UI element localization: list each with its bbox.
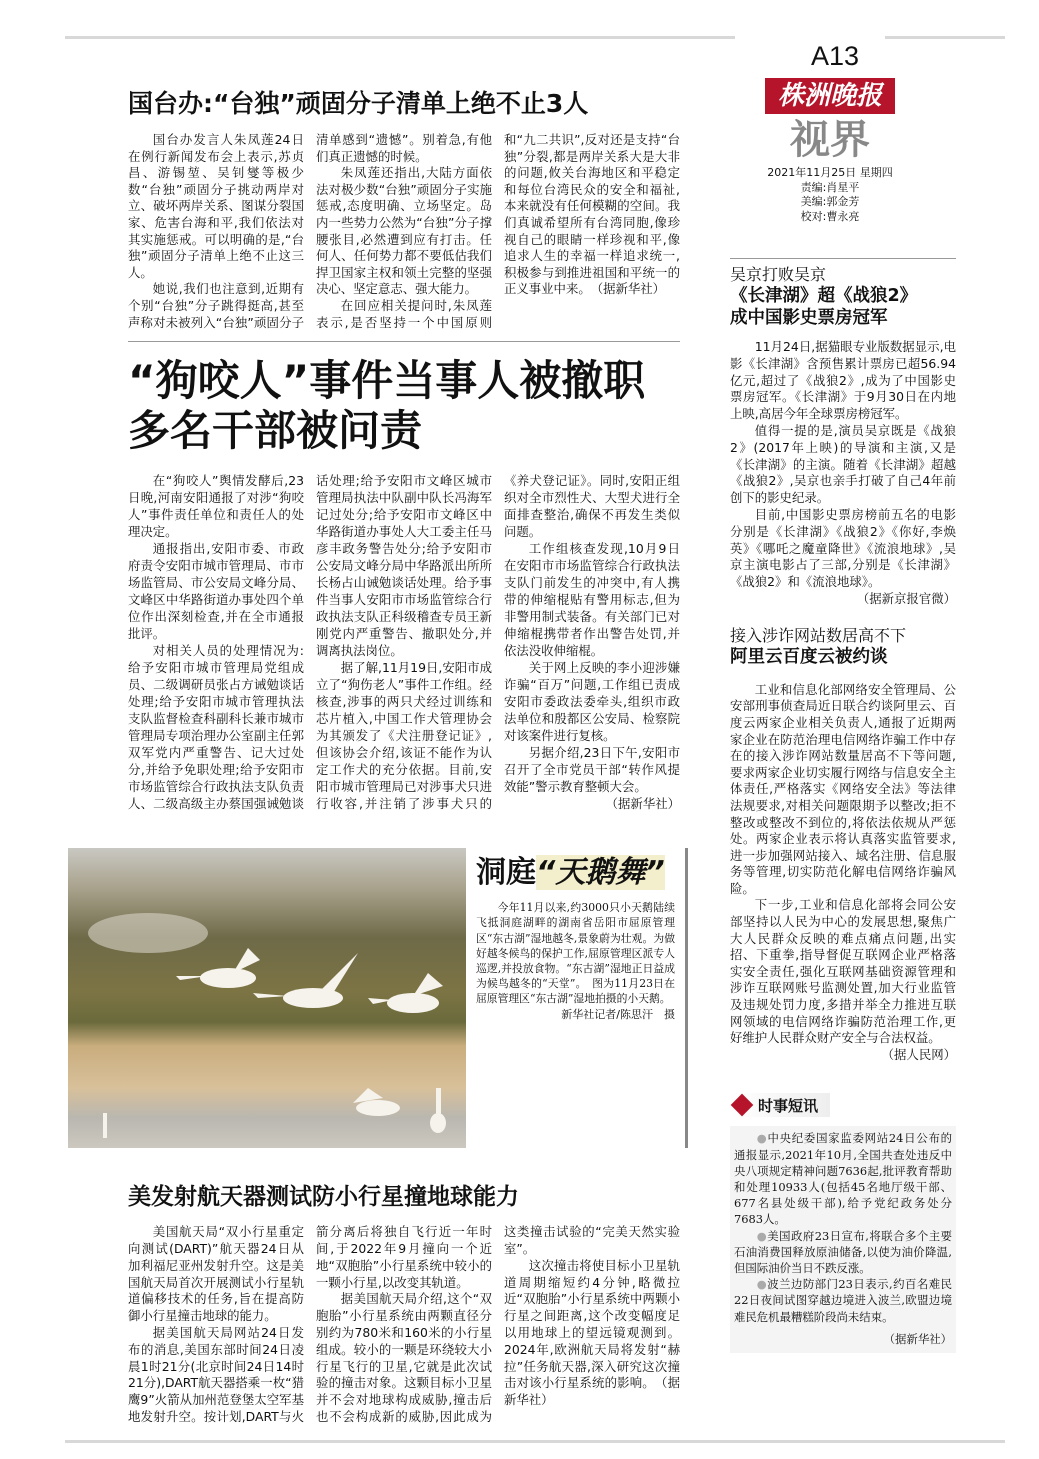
photo-title-a: 洞庭 <box>476 855 536 891</box>
side-divider <box>730 258 956 259</box>
brief-item-text: 美国政府23日宣布,将联合多个主要石油消费国释放原油储备,以使为油价降温,但国际油价当日不跌反涨。 <box>734 1228 952 1276</box>
article2-paragraph: 对相关人员的处理情况为:给予安阳市城市管理局党组成员、二级调研员张占方诫勉谈话处理;给予安阳市城市管理执法支队监督检查科副科长兼市城市管理局专项治理办公室副主任郭双军党内严重警告、记大过处分,并给予免职处理;给予安阳市市场监管综合行政执法支队负责人、二级高级主办蔡国强诫勉谈话处理;给予安阳市文峰区城市管理局执法中队副中队长冯海军记过处分;给予安阳市文峰区中华路街道办事处人大工委主任马彦丰政务警告处分;给予安阳市公安局文峰分局中华路派出所所长杨占山诫勉谈话处理。给予事件当事人安阳市市场监管综合行政执法支队正科级稽查专员王新刚党内严重警告、撤职处分,并调离执法岗位。 <box>128 473 492 812</box>
side1-paragraph: 目前,中国影史票房榜前五名的电影分别是《长津湖》《战狼2》《你好,李焕英》《哪吒之魔童降世》《流浪地球》,吴京主演电影占了三部,分别是《长津湖》《战狼2》和《流浪地球》。 <box>730 506 956 590</box>
article1-paragraph: 国台办发言人朱凤莲24日在例行新闻发布会上表示,苏贞昌、游锡堃、吴钊燮等极少数“台独”顽固分子挑动两岸对立、破坏两岸关系、图谋分裂国家、危害台海和平,我们依法对其实施惩戒。可以明确的是,“台独”顽固分子清单上绝不止这三人。 <box>128 132 304 280</box>
top-rule-left <box>65 36 735 39</box>
side1-source: （据新京报官微） <box>856 590 956 606</box>
photo-block <box>68 848 688 1148</box>
article2-body <box>128 472 680 812</box>
masthead-info <box>767 166 893 224</box>
side2-kicker: 接入涉诈网站数居高不下 <box>730 625 907 645</box>
side2-paragraph: 下一步,工业和信息化部将会同公安部坚持以人民为中心的发展思想,聚焦广大人民群众反映的难点痛点问题,出实招、下重拳,指导督促互联网企业严格落实安全责任,强化互联网基础资源管理和涉诈互联网账号监测处置,加大行业监管及违规处罚力度,多措并举全力推进互联网领域的电信网络诈骗防范治理工作,更好维护人民群众财产安全与合法权益。 <box>730 897 956 1046</box>
article2-paragraph: 另据介绍,23日下午,安阳市召开了全市党员干部“转作风提效能”警示教育整顿大会。 <box>504 745 680 795</box>
article1-body <box>128 132 680 331</box>
brief-marker-icon <box>731 1094 754 1117</box>
proof-credit: 校对:曹永亮 <box>800 209 860 223</box>
photo-title <box>476 854 675 892</box>
side1-kicker: 吴京打败吴京 <box>730 265 827 284</box>
article1-paragraph: 朱凤莲还指出,大陆方面依法对极少数“台独”顽固分子实施惩戒,态度明确、立场坚定。岛内一些势力公然为“台独”分子撑腰张目,必然遭到应有打击。任何人、任何势力都不要低估我们捍卫国家主权和领土完整的坚强决心、坚定意志、强大能力。 <box>316 165 492 297</box>
article2-headline-line2: 多名干部被问责 <box>128 406 423 456</box>
article2-paragraph: 工作组核查发现,10月9日在安阳市市场监管综合行政执法支队门前发生的冲突中,有人携带的伸缩棍贴有警用标志,但为非警用制式装备。有关部门已对伸缩棍携带者作出警告处罚,并依法没收伸缩棍。 <box>504 541 680 659</box>
side1-headline-line2: 成中国影史票房冠军 <box>730 308 888 328</box>
article3-headline: 美发射航天器测试防小行星撞地球能力 <box>128 1184 519 1211</box>
newspaper-logo: 株洲晚报 <box>765 78 895 114</box>
article2-paragraph: 通报指出,安阳市委、市政府责令安阳市城市管理局、市市场监管局、市公安局文峰分局、文峰区中华路街道办事处四个单位作出深刻检查,并在全市通报批评。 <box>128 541 304 642</box>
side2-paragraph: 工业和信息化部网络安全管理局、公安部刑事侦查局近日联合约谈阿里云、百度云两家企业相关负责人,通报了近期两家企业在防范治理电信网络诈骗工作中存在的接入涉诈网站数量居高不下等问题,要求两家企业切实履行网络与信息安全主体责任,严格落实《网络安全法》等法律法规要求,对相关问题限期予以整改;拒不整改或整改不到位的,将依法依规从严惩处。两家企业表示将认真落实监管要求,进一步加强网站接入、域名注册、信息服务等管理,切实防范化解电信网络诈骗风险。 <box>730 681 956 896</box>
top-rules <box>0 0 1039 40</box>
brief-header <box>730 1093 830 1117</box>
photo-credit: 新华社记者/陈思汗 摄 <box>561 1007 675 1021</box>
designer-credit: 美编:郭金芳 <box>800 195 860 208</box>
brief-box <box>730 1126 956 1353</box>
article2-paragraph: 据了解,11月19日,安阳市成立了“狗伤老人”事件工作组。经核查,涉事的两只犬经过训练和芯片植入,中国工作犬管理协会为其颁发了《犬注册登记证》,但该协会介绍,该证不能作为认定工作犬的充分依据。目前,安阳市城市管理局已对涉事犬只进行收容,并注销了涉事犬只的《养犬登记证》。同时,安阳正组织对全市烈性犬、大型犬进行全面排查整治,确保不再发生类似问题。 <box>316 473 680 812</box>
article2-headline-line1: “狗咬人”事件当事人被撤职 <box>128 356 646 406</box>
side2-headline: 阿里云百度云被约谈 <box>730 646 888 667</box>
article3-body <box>128 1224 680 1426</box>
article3-paragraph: 据美国航天局网站24日发布的消息,美国东部时间24日凌晨1时21分(北京时间24日14时21分),DART航天器搭乘一枚“猎鹰9”火箭从加州范登堡太空军基地发射升空。按计划,DART与火箭分离后将独自飞行近一年时间,于2022年9月撞向一个近地“双胞胎”小行星系统中较小的一颗小行星,以改变其轨道。 <box>128 1224 492 1424</box>
side1-headline <box>730 285 956 329</box>
article1-paragraph: 在回应相关提问时,朱凤莲表示,是否坚持一个中国原则和“九二共识”,反对还是支持“台独”分裂,都是两岸关系大是大非的问题,攸关台海地区和平稳定和每位台湾民众的安全和福祉,本来就没有任何模糊的空间。我们真诚希望所有台湾同胞,像珍视自己的眼睛一样珍视和平,像追求人生的幸福一样追求统一,积极参与到推进祖国和平统一的正义事业中来。 （据新华社） <box>316 132 680 330</box>
article2-source: （据新华社） <box>605 796 680 812</box>
top-rule-right <box>885 36 1005 39</box>
article3-paragraph: 据美国航天局介绍,这个“双胞胎”小行星系统由两颗直径分别约为780米和160米的小行星组成。较小的一颗是环绕较大小行星飞行的卫星,它就是此次试验的撞击对象。这颗目标小卫星并不会对地球构成威胁,撞击后也不会构成新的威胁,因此成为这类撞击试验的“完美天然实验室”。 <box>316 1224 680 1424</box>
section-title: 视界 <box>790 116 870 163</box>
side1-paragraph: 值得一提的是,演员吴京既是《战狼2》(2017年上映)的导演和主演,又是《长津湖》的主演。随着《长津湖》超越《战狼2》,吴京也亲手打破了自己4年前创下的影史纪录。 <box>730 422 956 506</box>
side-column <box>730 40 956 1353</box>
divider <box>128 341 680 342</box>
photo-title-b: “天鹅舞” <box>536 855 665 891</box>
brief-item: ●波兰边防部门23日表示,约百名难民22日夜间试图穿越边境进入波兰,欧盟边境难民危机最糟糕阶段尚未结束。 <box>734 1277 952 1324</box>
photo-caption-box <box>466 848 688 1148</box>
swans-illustration <box>68 848 466 1144</box>
side1-headline-line1: 《长津湖》超《战狼2》 <box>730 286 918 306</box>
article2-paragraph: 在“狗咬人”舆情发酵后,23日晚,河南安阳通报了对涉“狗咬人”事件责任单位和责任人的处理决定。 <box>128 473 304 540</box>
article1-paragraph: 她说,我们也注意到,近期有个别“台独”分子跳得挺高,甚至声称对未被列入“台独”顽固分子清单感到“遗憾”。别着急,有他们真正遗憾的时候。 <box>128 132 492 330</box>
side1-body <box>730 339 956 608</box>
side2-source: （据人民网） <box>881 1046 956 1062</box>
article3-paragraph: 这次撞击将使目标小卫星轨道周期缩短约4分钟,略微拉近“双胞胎”小行星系统中两颗小行星之间距离,这个改变幅度足以用地球上的望远镜观测到。2024年,欧洲航天局将发射“赫拉”任务航天器,深入研究这次撞击对该小行星系统的影响。 （据新华社） <box>504 1257 680 1408</box>
brief-item: ●中央纪委国家监委网站24日公布的通报显示,2021年10月,全国共查处违反中央八项规定精神问题7636起,批评教育帮助和处理10933人(包括45名地厅级干部、677名县处级干部),给予党纪政务处分7683人。 <box>734 1131 952 1227</box>
photo-caption: 今年11月以来,约3000只小天鹅陆续飞抵洞庭湖畔的湖南省岳阳市屈原管理区“东古湖”湿地越冬,景象蔚为壮观。为做好越冬候鸟的保护工作,屈原管理区派专人巡逻,并投放食物。“东古湖”湿地正日益成为候鸟越冬的“天堂”。 图为11月23日在屈原管理区“东古湖”湿地拍摄的小天鹅。 <box>476 901 675 1006</box>
brief-item-text: 波兰边防部门23日表示,约百名难民22日夜间试图穿越边境进入波兰,欧盟边境难民危机最糟糕阶段尚未结束。 <box>734 1277 952 1324</box>
masthead <box>730 40 930 224</box>
editor-credit: 责编:肖星平 <box>800 180 860 194</box>
brief-label: 时事短讯 <box>758 1097 819 1116</box>
main-column <box>128 40 680 1426</box>
article1-headline: 国台办:“台独”顽固分子清单上绝不止3人 <box>128 89 589 118</box>
article2-paragraph: 关于网上反映的李小迎涉嫌诈骗“百万”问题,工作组已责成安阳市委政法委牵头,组织市政法单位和殷都区公安局、检察院对该案件进行复核。 <box>504 660 680 744</box>
issue-date: 2021年11月25日 星期四 <box>767 166 893 179</box>
side2-body <box>730 682 956 1064</box>
brief-item: ●美国政府23日宣布,将联合多个主要石油消费国释放原油储备,以使为油价降温,但国际油价当日不跌反涨。 <box>734 1228 952 1276</box>
side1-paragraph: 11月24日,据猫眼专业版数据显示,电影《长津湖》含预售累计票房已超56.94亿元,超过了《战狼2》,成为了中国影史票房冠军。《长津湖》于9月30日在内地上映,高居今年全球票房榜冠军。 <box>730 339 956 422</box>
bottom-rule <box>65 1440 1005 1443</box>
article2-headline <box>128 356 680 456</box>
brief-item-text: 中央纪委国家监委网站24日公布的通报显示,2021年10月,全国共查处违反中央八项规定精神问题7636起,批评教育帮助和处理10933人(包括45名地厅级干部、677名县处级干部),给予党纪政务处分7683人。 <box>734 1131 952 1227</box>
page-layout <box>0 40 1039 1426</box>
page-number: A13 <box>810 41 860 71</box>
swan-photo <box>68 848 466 1148</box>
article3-paragraph: 美国航天局“双小行星重定向测试(DART)”航天器24日从加利福尼亚州发射升空。这是美国航天局首次开展测试小行星轨道偏移技术的任务,旨在提高防御小行星撞击地球的能力。 <box>128 1224 304 1324</box>
brief-source: （据新华社） <box>883 1331 952 1346</box>
